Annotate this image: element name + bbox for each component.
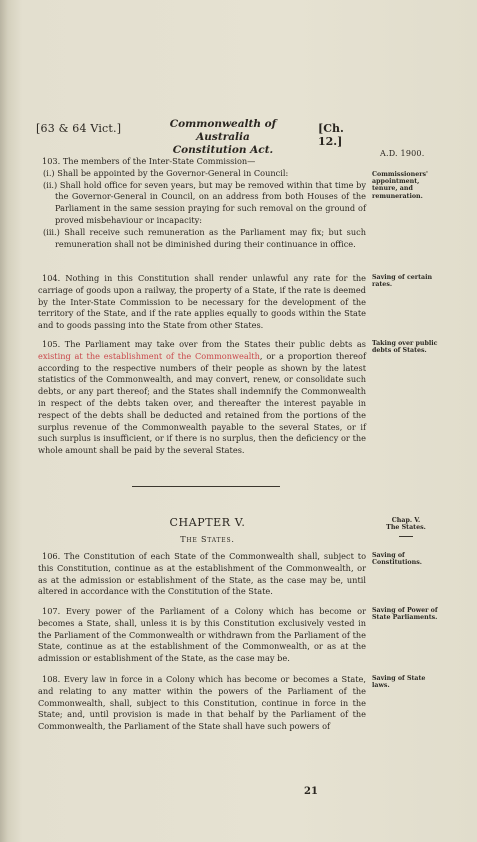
- section-105: [38, 339, 366, 457]
- section-105-text-b: , or a proportion thereof according to the respective numbers of their people as shown by the latest statistics of the Commonwealth, and may convert, renew, or consolidate such debts, or any part thereof; and the States shall indemnify the Commonwealth in respect of the debts taken over, and thereafter the interest payable in respect of the debts shall be deducted and retained from the portions of the surplus revenue of the Commonwealth payable to the several States, or if such surplus is insufficient, or if there is no surplus, then the deficiency or the whole amount shall be paid by the several States.: [38, 350, 366, 456]
- chapter-subtitle: The States.: [180, 535, 235, 544]
- chapter-margin-line1: Chap. V.: [391, 517, 421, 524]
- margin-note-104: Saving of certain rates.: [372, 274, 433, 289]
- section-103-item-3: (iii.) Shall receive such remuneration as the Parliament may fix; but such remuneration shall not be diminished during their continuance in office.: [43, 226, 366, 249]
- section-106: [38, 551, 366, 598]
- section-105-text-a: 105. The Parliament may take over from the States their public debts as: [42, 339, 366, 349]
- header-chapter: [Ch. 12.]: [318, 122, 344, 148]
- section-108: [38, 674, 366, 733]
- section-107: [38, 606, 366, 665]
- margin-note-107: Saving of Power of State Parliaments.: [372, 607, 438, 622]
- margin-note-108: Saving of State laws.: [372, 675, 426, 690]
- section-103: [38, 156, 366, 250]
- margin-note-105: Taking over public debts of States.: [372, 340, 438, 355]
- chapter-margin-line2: The States.: [386, 524, 426, 531]
- section-108-text: 108. Every law in force in a Colony which has become or becomes a State, and relating to any matter within the powers of the Parliament of the Commonwealth, shall, subject to this Constitution, continue in force in the State; and, until provision is made in that behalf by the Parliament of the Commonwealth, the Parliament of the State shall have such powers of: [38, 674, 366, 732]
- section-105-text: [38, 339, 366, 457]
- header-title-line1: Commonwealth of Australia: [169, 118, 277, 143]
- chapter-margin-dash: [399, 536, 413, 537]
- header-title: [148, 118, 298, 157]
- margin-note-103: Commissioners' appointment, tenure, and remuneration.: [372, 171, 428, 200]
- year-label: A.D. 1900.: [380, 149, 425, 158]
- section-105-highlight: existing at the establishment of the Commonwealth: [38, 350, 260, 361]
- section-103-intro: 103. The members of the Inter-State Commission—: [42, 156, 256, 166]
- section-106-text: 106. The Constitution of each State of the Commonwealth shall, subject to this Constitution, continue as at the establishment of the Commonwealth, or as at the admission or establishment of the State, as the case may be, until altered in accordance with the Constitution of the State.: [38, 551, 366, 597]
- section-104: [38, 273, 366, 332]
- section-107-text: 107. Every power of the Parliament of a Colony which has become or becomes a State, shall, unless it is by this Constitution exclusively vested in the Parliament of the Commonwealth or withdrawn from the Parliament of the State, continue as at the establishment of the Commonwealth, or as at the admission or establishment of the State, as the case may be.: [38, 606, 366, 664]
- section-104-text: 104. Nothing in this Constitution shall render unlawful any rate for the carriage of goods upon a railway, the property of a State, if the rate is deemed by the Inter-State Commission to be necessary for the development of the territory of the State, and if the rate applies equally to goods within the State and to goods passing into the State from other States.: [38, 273, 366, 331]
- section-divider: [132, 486, 280, 487]
- header-regnal-year: [63 & 64 Vict.]: [36, 122, 122, 135]
- section-103-item-2: (ii.) Shall hold office for seven years, but may be removed within that time by the Governor-General in Council, on an address from both Houses of the Parliament in the same session praying for such removal on the ground of proved misbehaviour or incapacity:: [43, 179, 366, 225]
- chapter-title: CHAPTER V.: [169, 516, 246, 529]
- chapter-margin-note: [386, 517, 426, 531]
- section-103-item-1: (i.) Shall be appointed by the Governor-General in Council:: [43, 167, 289, 178]
- header-title-line2: Constitution Act.: [172, 144, 274, 156]
- page-number: 21: [304, 786, 318, 797]
- margin-note-106: Saving of Constitutions.: [372, 552, 422, 567]
